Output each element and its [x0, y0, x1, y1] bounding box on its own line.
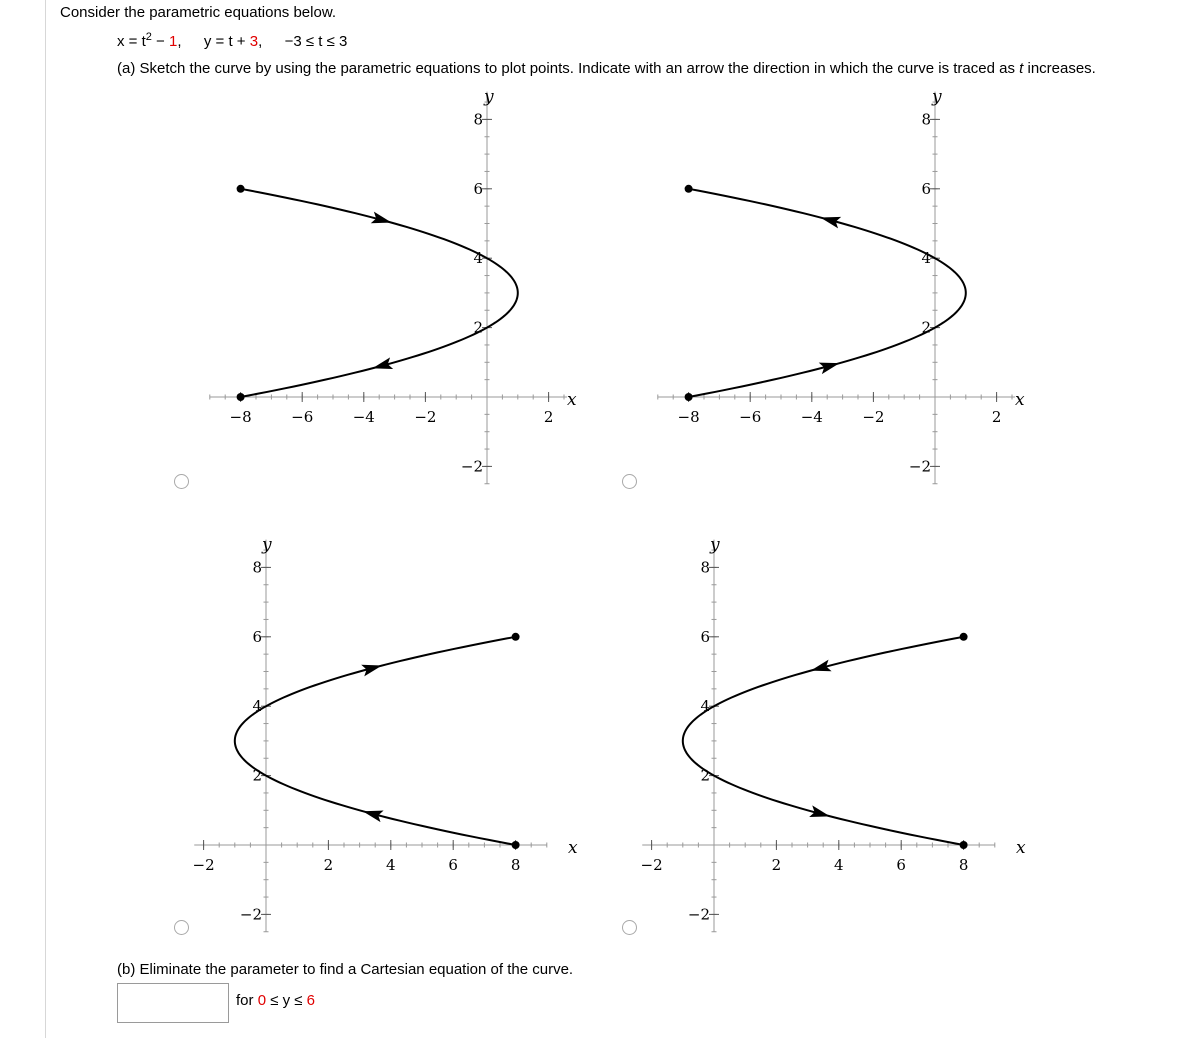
- g1-x-tick-label: −6: [291, 408, 314, 426]
- eq-y-pre: y = t +: [203, 33, 250, 50]
- g1-y-tick-label: 8: [473, 110, 483, 129]
- g3-endpoint: [512, 633, 520, 641]
- g3-x-tick-label: 4: [386, 856, 396, 874]
- part-a-post: increases.: [1023, 60, 1096, 77]
- g1-y-tick-label: −2: [460, 457, 483, 476]
- eq-y-red: 3: [249, 33, 259, 50]
- g3-x-tick-label: 2: [323, 856, 334, 874]
- g3-y-tick-label: 6: [252, 627, 262, 646]
- g2-y-tick-label: 8: [921, 110, 931, 129]
- g2-y-tick-label: −2: [908, 457, 931, 476]
- g4-x-tick-label: 8: [958, 856, 969, 874]
- g2-y-axis-label: y: [932, 87, 942, 107]
- g2-y-tick-label: 4: [921, 249, 931, 268]
- g3-x-tick-label: 6: [448, 856, 458, 874]
- eq-range: −3 ≤ t ≤ 3: [284, 33, 348, 50]
- g2-y-tick-label: 2: [921, 318, 931, 337]
- g3-x-axis-label: x: [568, 838, 578, 858]
- part-b-prompt: (b) Eliminate the parameter to find a Cartesian equation of the curve.: [117, 961, 574, 978]
- g1-direction-arrow: [371, 357, 393, 374]
- g3-y-tick-label: 2: [252, 766, 262, 785]
- range-red-2: 6: [306, 992, 316, 1009]
- cartesian-equation-input[interactable]: [117, 983, 229, 1023]
- g2-x-tick-label: 2: [991, 408, 1002, 426]
- g1-endpoint: [237, 393, 245, 401]
- eq-x-post: ,: [177, 33, 182, 50]
- g1-x-tick-label: −2: [414, 408, 437, 426]
- g2-x-tick-label: −8: [677, 408, 700, 426]
- eq-x-red: 1: [169, 33, 178, 50]
- g3-y-tick-label: 4: [252, 697, 262, 716]
- eq-x-exp: 2: [145, 31, 152, 43]
- g4-direction-arrow: [809, 805, 831, 822]
- eq-y-post: ,: [258, 33, 263, 50]
- g4-x-axis-label: x: [1016, 838, 1026, 858]
- g2-direction-arrow: [819, 357, 841, 374]
- g1-y-axis-label: y: [484, 87, 494, 107]
- g1-x-axis-label: x: [567, 390, 577, 410]
- g4-endpoint: [960, 633, 968, 641]
- g3-y-axis-label: y: [262, 535, 272, 555]
- g3-x-tick-label: −2: [192, 856, 215, 874]
- g4-y-tick-label: 2: [700, 766, 710, 785]
- g4-y-tick-label: 6: [700, 627, 710, 646]
- g2-endpoint: [685, 185, 693, 193]
- g1-y-tick-label: 4: [473, 249, 483, 268]
- g2-x-tick-label: −2: [862, 408, 885, 426]
- g4-y-tick-label: 4: [700, 697, 710, 716]
- g1-endpoint: [237, 185, 245, 193]
- g3-y-tick-label: −2: [239, 905, 262, 924]
- for-label: for: [236, 992, 258, 1009]
- part-a-pre: (a) Sketch the curve by using the parametric equations to plot points. Indicate with an arrow the direction in which the curve is traced as: [117, 60, 1020, 77]
- g1-x-tick-label: 2: [543, 408, 554, 426]
- g2-endpoint: [685, 393, 693, 401]
- g1-y-tick-label: 2: [473, 318, 483, 337]
- g4-direction-arrow: [809, 660, 831, 677]
- g3-endpoint: [512, 841, 520, 849]
- g4-y-tick-label: 8: [700, 558, 710, 577]
- g4-x-tick-label: 4: [834, 856, 844, 874]
- g2-x-tick-label: −6: [739, 408, 762, 426]
- g3-direction-arrow: [361, 805, 383, 822]
- g1-x-tick-label: −8: [229, 408, 252, 426]
- g1-direction-arrow: [371, 212, 393, 229]
- g4-y-tick-label: −2: [687, 905, 710, 924]
- eq-x-mid: −: [151, 33, 169, 50]
- g2-x-tick-label: −4: [800, 408, 823, 426]
- g2-y-tick-label: 6: [921, 179, 931, 198]
- g3-x-tick-label: 8: [510, 856, 521, 874]
- eq-x-pre: x = t: [117, 33, 146, 50]
- range-red-1: 0: [257, 992, 267, 1009]
- g3-y-tick-label: 8: [252, 558, 262, 577]
- part-b-range: [236, 992, 315, 1009]
- intro-text: Consider the parametric equations below.: [60, 4, 336, 21]
- g4-x-tick-label: −2: [640, 856, 663, 874]
- g4-x-tick-label: 2: [771, 856, 782, 874]
- range-mid: ≤ y ≤: [266, 992, 307, 1009]
- g1-y-tick-label: 6: [473, 179, 483, 198]
- g3-direction-arrow: [361, 660, 383, 677]
- g2-direction-arrow: [819, 212, 841, 229]
- g1-x-tick-label: −4: [352, 408, 375, 426]
- g4-endpoint: [960, 841, 968, 849]
- part-a-t: t: [1019, 60, 1024, 77]
- g4-x-tick-label: 6: [896, 856, 906, 874]
- g2-x-axis-label: x: [1015, 390, 1025, 410]
- g4-y-axis-label: y: [710, 535, 720, 555]
